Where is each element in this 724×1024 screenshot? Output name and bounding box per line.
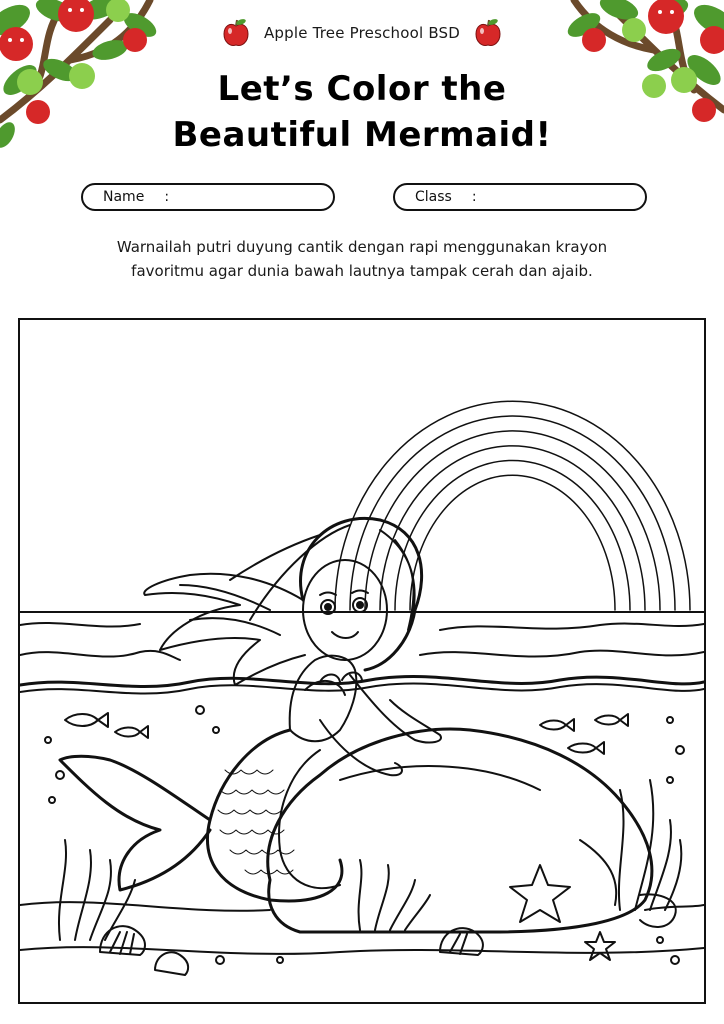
instructions-line-2: favoritmu agar dunia bawah lautnya tampak cerah dan ajaib. [131,262,593,280]
apple-icon [222,18,250,48]
page-title [0,66,724,158]
mermaid-illustration [20,320,704,1002]
name-label: Name [103,189,145,205]
school-header [0,18,724,48]
school-name: Apple Tree Preschool BSD [263,24,461,42]
rainbow [335,401,690,610]
class-separator: : [471,189,477,205]
instructions [60,235,664,283]
title-line-2: Beautiful Mermaid! [172,115,552,155]
class-label: Class [415,189,452,205]
instructions-line-1: Warnailah putri duyung cantik dengan rapi menggunakan krayon [116,238,608,256]
name-separator: : [164,189,170,205]
apple-icon [474,18,502,48]
coloring-frame [18,318,706,1004]
name-field[interactable] [81,183,335,211]
title-line-1: Let’s Color the [217,69,507,109]
class-field[interactable] [393,183,647,211]
